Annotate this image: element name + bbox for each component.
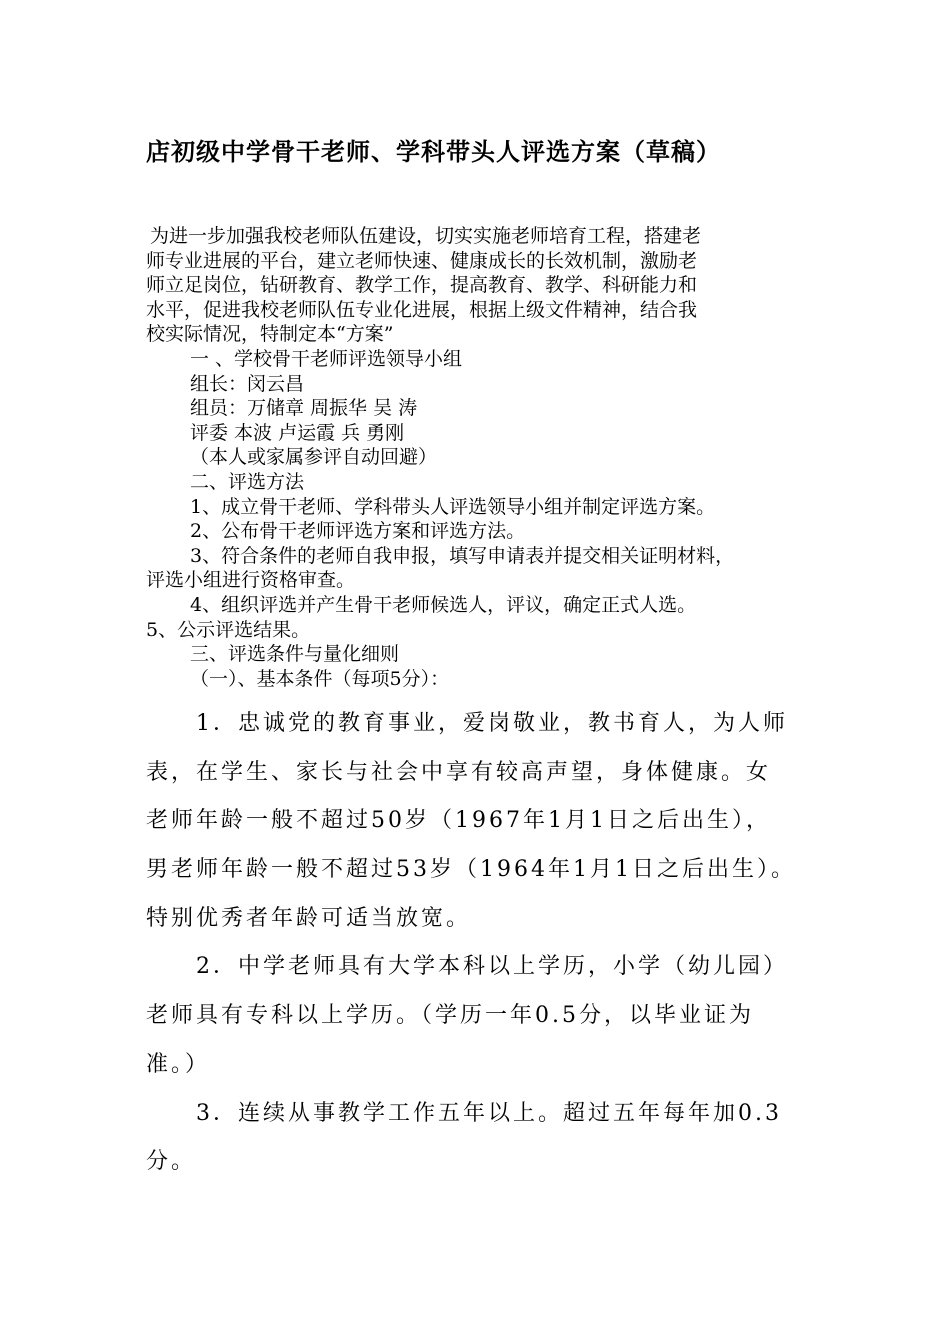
method-item: 5、公示评选结果。 xyxy=(146,618,311,641)
method-item: 4、组织评选并产生骨干老师候选人，评议，确定正式人选。 xyxy=(190,593,697,616)
condition-1-line: 1．忠诚党的教育事业，爱岗敬业，教书育人，为人师 xyxy=(196,711,788,736)
intro-line: 水平，促进我校老师队伍专业化进展，根据上级文件精神，结合我 xyxy=(146,298,698,321)
condition-2-line: 老师具有专科以上学历。（学历一年0.5分，以毕业证为 xyxy=(146,1003,754,1029)
condition-3-line: 分。 xyxy=(146,1149,197,1175)
section3-heading: 三、评选条件与量化细则 xyxy=(190,643,400,666)
intro-line: 校实际情况，特制定本“方案” xyxy=(146,323,394,346)
intro-line: 师立足岗位，钻研教育、教学工作，提高教育、教学、科研能力和 xyxy=(146,274,698,297)
document-body-small xyxy=(146,224,814,691)
method-item-continued: 评选小组进行资格审查。 xyxy=(146,569,356,592)
basic-conditions-heading: （一）、基本条件（每项5分）： xyxy=(190,667,450,690)
group-leader: 组长：闵云昌 xyxy=(190,372,305,395)
recusal-note: （本人或家属参评自动回避） xyxy=(190,446,438,469)
condition-1-line: 老师年龄一般不超过50岁（1967年1月1日之后出生）， xyxy=(146,808,771,834)
group-judges: 评委 本波 卢运霞 兵 勇刚 xyxy=(190,421,405,444)
condition-3-line: 3．连续从事教学工作五年以上。超过五年每年加0.3 xyxy=(196,1100,782,1126)
condition-2-line: 2．中学老师具有大学本科以上学历，小学（幼儿园） xyxy=(196,954,788,980)
group-members: 组员：万储章 周振华 吴 涛 xyxy=(190,397,418,420)
section1-heading: 一 、学校骨干老师评选领导小组 xyxy=(190,347,463,370)
condition-1-line: 表，在学生、家长与社会中享有较高声望，身体健康。女 xyxy=(146,759,772,785)
condition-1-line: 男老师年龄一般不超过53岁（1964年1月1日之后出生）。 xyxy=(146,857,796,883)
document-body-large xyxy=(146,700,826,1187)
method-item: 1、成立骨干老师、学科带头人评选领导小组并制定评选方案。 xyxy=(190,495,716,518)
intro-line: 师专业进展的平台，建立老师快速、健康成长的长效机制，激励老 xyxy=(146,249,698,272)
condition-1-line: 特别优秀者年龄可适当放宽。 xyxy=(146,905,472,931)
section2-heading: 二、评选方法 xyxy=(190,470,305,493)
method-item: 2、公布骨干老师评选方案和评选方法。 xyxy=(190,520,526,543)
intro-line: 为进一步加强我校老师队伍建设，切实实施老师培育工程，搭建老 xyxy=(150,225,702,247)
condition-2-line: 准。） xyxy=(146,1051,211,1077)
method-item: 3、符合条件的老师自我申报，填写申请表并提交相关证明材料， xyxy=(190,544,735,567)
document-title: 店初级中学骨干老师、学科带头人评选方案（草稿） xyxy=(146,138,721,166)
